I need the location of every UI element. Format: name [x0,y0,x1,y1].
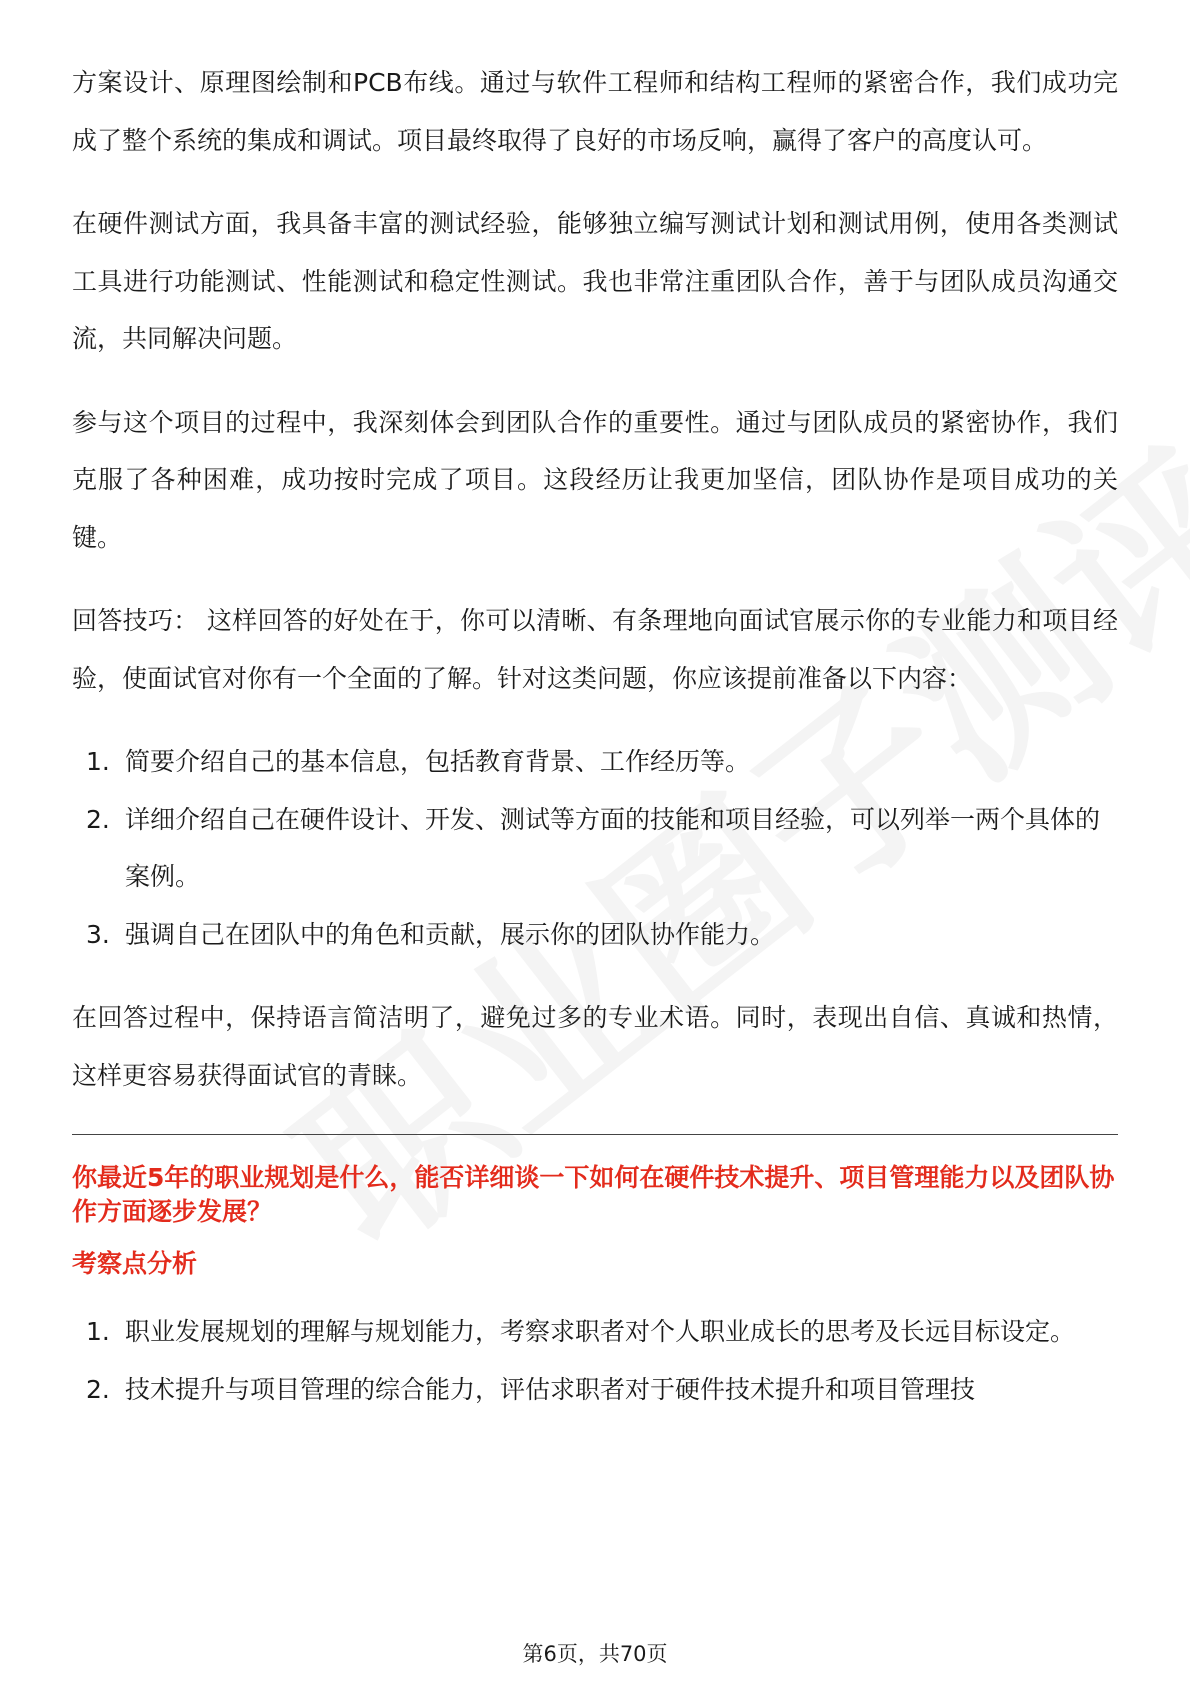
list-item-number: 1. [86,1317,110,1346]
paragraph-closing: 在回答过程中，保持语言简洁明了，避免过多的专业术语。同时，表现出自信、真诚和热情，这样更容易获得面试官的青睐。 [72,1003,1118,1090]
document-page [72,54,1118,1444]
list-item [72,906,1118,964]
page-footer: 第6页，共70页 [0,1640,1190,1668]
list-item-number: 3. [86,919,110,949]
analysis-list [72,1303,1118,1418]
paragraph-answer-tips: 回答技巧： 这样回答的好处在于，你可以清晰、有条理地向面试官展示你的专业能力和项目经验，使面试官对你有一个全面的了解。针对这类问题，你应该提前准备以下内容： [72,606,1118,693]
list-item [72,791,1118,906]
list-item-text: 强调自己在团队中的角色和贡献，展示你的团队协作能力。 [125,919,776,949]
paragraph-teamwork: 参与这个项目的过程中，我深刻体会到团队合作的重要性。通过与团队成员的紧密协作，我们克服了各种困难，成功按时完成了项目。这段经历让我更加坚信，团队协作是项目成功的关键。 [72,407,1118,552]
analysis-heading: 考察点分析 [72,1249,198,1278]
list-item-number: 2. [86,804,110,834]
section-divider [72,1134,1118,1135]
list-item-text: 职业发展规划的理解与规划能力，考察求职者对个人职业成长的思考及长远目标设定。 [125,1317,1076,1346]
list-item-number: 2. [86,1374,110,1404]
paragraph-project-design: 方案设计、原理图绘制和PCB布线。通过与软件工程师和结构工程师的紧密合作，我们成功完成了整个系统的集成和调试。项目最终取得了良好的市场反响，赢得了客户的高度认可。 [72,68,1118,155]
paragraph-hardware-testing: 在硬件测试方面，我具备丰富的测试经验，能够独立编写测试计划和测试用例，使用各类测试工具进行功能测试、性能测试和稳定性测试。我也非常注重团队合作，善于与团队成员沟通交流，共同解决问题。 [72,209,1118,353]
list-item-text: 简要介绍自己的基本信息，包括教育背景、工作经历等。 [125,747,751,776]
question-heading: 你最近5年的职业规划是什么，能否详细谈一下如何在硬件技术提升、项目管理能力以及团队协作方面逐步发展？ [72,1163,1115,1226]
list-item [72,1361,1118,1419]
list-item [72,1303,1118,1361]
list-item-text: 详细介绍自己在硬件设计、开发、测试等方面的技能和项目经验，可以列举一两个具体的案例。 [125,804,1101,891]
tips-list [72,733,1118,963]
list-item [72,733,1118,791]
list-item-number: 1. [86,747,110,776]
list-item-text: 技术提升与项目管理的综合能力，评估求职者对于硬件技术提升和项目管理技 [125,1374,976,1404]
